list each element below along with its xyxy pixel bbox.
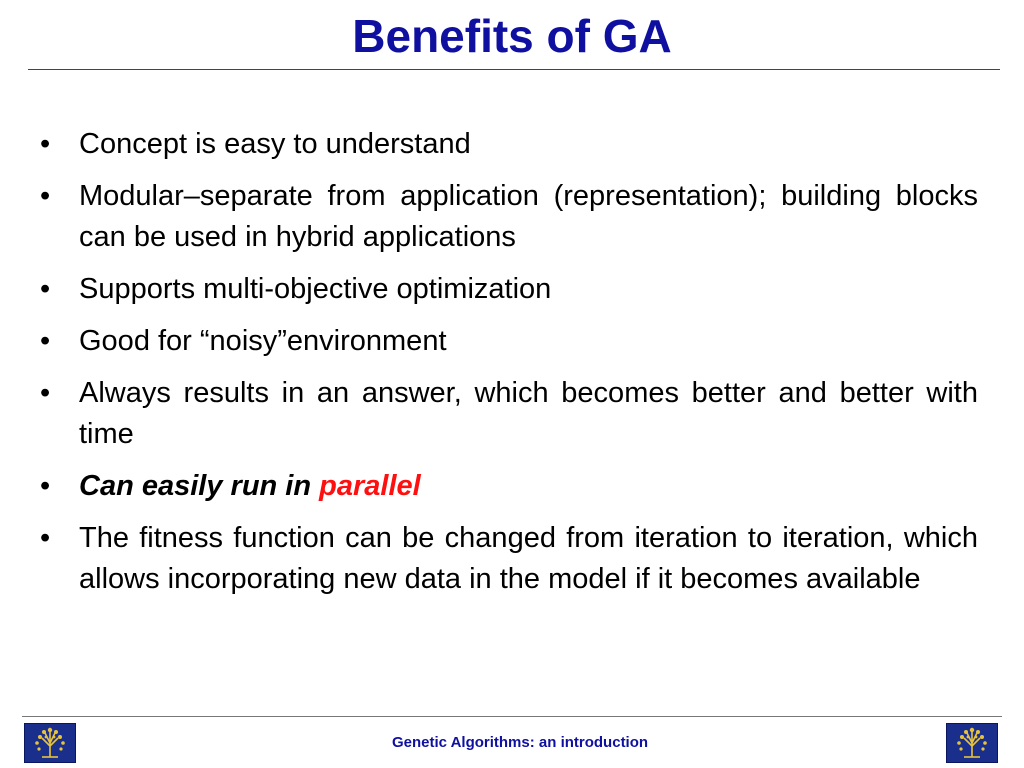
bullet-item [38, 373, 978, 455]
bullet-marker: • [40, 522, 51, 554]
bullet-marker: • [40, 325, 51, 357]
bullet-highlight-text: parallel [319, 470, 421, 502]
slide-title: Benefits of GA [352, 10, 672, 62]
bullet-item [38, 124, 978, 165]
bullet-text: Good for “noisy”environment [79, 325, 447, 357]
bullet-marker: • [40, 470, 51, 502]
bullet-marker: • [40, 180, 51, 212]
bullet-item [38, 269, 978, 310]
footer-title: Genetic Algorithms: an introduction [391, 734, 649, 751]
bullet-text: The fitness function can be changed from iteration to iteration, which allows incorporating new data in the model if it becomes available [79, 522, 978, 595]
bullet-item [38, 321, 978, 362]
bullet-item [38, 176, 978, 258]
bullet-marker: • [40, 128, 51, 160]
footer-divider [22, 716, 1002, 717]
bullet-emphasis-text: Can easily run in [79, 470, 320, 502]
tree-emblem-icon [946, 723, 998, 763]
bullet-text: Supports multi-objective optimization [79, 273, 552, 305]
bullet-list [38, 124, 978, 611]
bullet-item-emphasized [38, 466, 978, 507]
bullet-text: Modular–separate from application (representation); building blocks can be used in hybrid applications [79, 180, 978, 253]
title-divider [28, 69, 1000, 70]
bullet-text: Concept is easy to understand [79, 128, 471, 160]
bullet-marker: • [40, 377, 51, 409]
bullet-marker: • [40, 273, 51, 305]
bullet-item [38, 518, 978, 600]
bullet-text: Always results in an answer, which becomes better and better with time [79, 377, 978, 450]
